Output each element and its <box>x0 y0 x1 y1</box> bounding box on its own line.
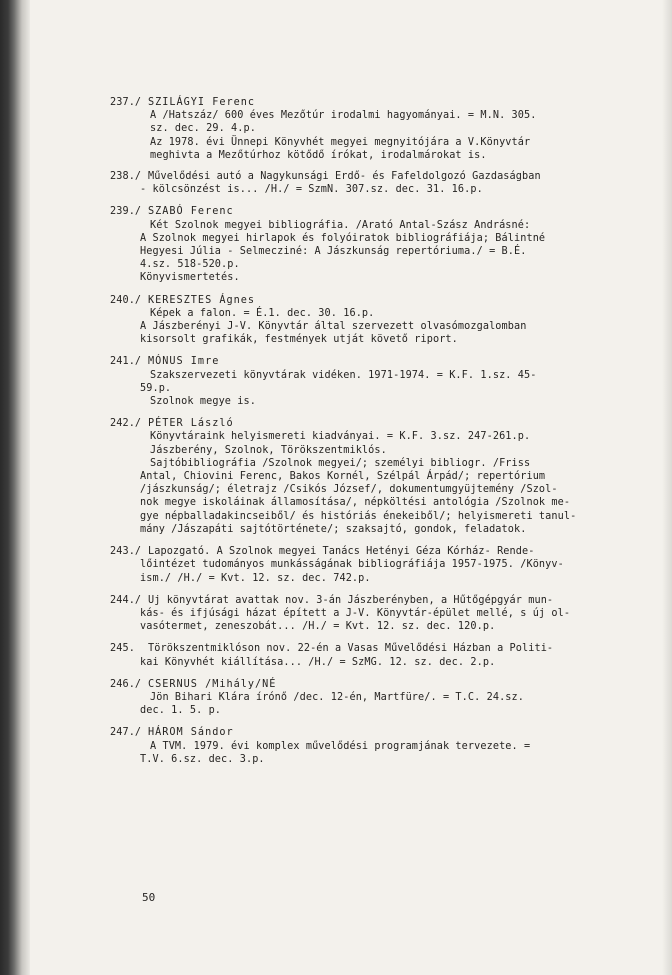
entry-line: lőintézet tudományos munkásságának bibliográfiája 1957-1975. /Könyv- <box>140 559 564 571</box>
entry-author: HÁROM Sándor <box>148 727 234 739</box>
entry-header <box>110 726 615 739</box>
entry-author: SZILÁGYI Ferenc <box>148 97 256 108</box>
entry-line: T.V. 6.sz. dec. 3.p. <box>140 753 265 765</box>
entry-body <box>110 369 615 409</box>
entry-body <box>110 219 615 285</box>
scan-page-edge <box>662 0 672 975</box>
entry-number: 247./ <box>110 727 142 739</box>
entry-line: Képek a falon. = É.1. dec. 30. 16.p. <box>150 307 375 319</box>
entry-line: Könyvtáraink helyismereti kiadványai. = K.F. 3.sz. 247-261.p. <box>150 431 531 443</box>
entry-line: dec. 1. 5. p. <box>140 705 222 717</box>
entry-title: Törökszentmiklóson nov. 22-én a Vasas Művelődési Házban a Politi- <box>148 643 554 655</box>
entry-line: kás- és ifjúsági házat épített a J-V. Könyvtár-épület mellé, s új ol- <box>140 607 571 619</box>
entry-body <box>110 109 615 162</box>
entry-line: meghivta a Mezőtúrhoz kötődő írókat, irodalmárokat is. <box>150 149 487 161</box>
bibliography-entry-241 <box>110 355 615 408</box>
entry-line: Könyvismertetés. <box>140 272 240 284</box>
entry-header <box>110 417 615 430</box>
entry-line: A Szolnok megyei hirlapok és folyóiratok bibliográfiája; Bálintné <box>140 232 546 244</box>
entry-line: gye népballadakincseiből/ és históriás énekeiből/; helyismereti tanul- <box>140 510 577 522</box>
entry-line: Jászberény, Szolnok, Törökszentmiklós. <box>150 444 387 456</box>
page-number: 50 <box>142 891 156 904</box>
scan-binding-shadow <box>0 0 30 975</box>
entry-body <box>110 607 615 633</box>
entry-line: kai Könyvhét kiállítása... /H./ = SzMG. 12. sz. dec. 2.p. <box>140 656 496 668</box>
entry-title: Művelődési autó a Nagykunsági Erdő- és Fafeldolgozó Gazdaságban <box>148 171 541 183</box>
entry-line: Szakszervezeti könyvtárak vidéken. 1971-1974. = K.F. 1.sz. 45- <box>150 369 537 381</box>
entry-line: kisorsolt grafikák, festmények utját követő riport. <box>140 334 458 346</box>
entry-number: 241./ <box>110 356 142 368</box>
entry-line: A Jászberényi J-V. Könyvtár által szervezett olvasómozgalomban <box>140 321 527 333</box>
entry-header <box>110 594 615 607</box>
entry-body <box>110 558 615 584</box>
bibliography-entry-247 <box>110 726 615 766</box>
entry-line: Jön Bihari Klára írónő /dec. 12-én, Martfüre/. = T.C. 24.sz. <box>150 691 525 703</box>
entry-line: Antal, Chiovini Ferenc, Bakos Kornél, Szélpál Árpád/; repertórium <box>140 471 546 483</box>
entry-body <box>110 656 615 669</box>
entry-line: vasótermet, zeneszobát... /H./ = Kvt. 12. sz. dec. 120.p. <box>140 621 496 633</box>
bibliography-entry-239 <box>110 205 615 284</box>
bibliography-entry-240 <box>110 294 615 347</box>
bibliography-entry-243 <box>110 545 615 585</box>
entry-line: sz. dec. 29. 4.p. <box>150 123 256 135</box>
entry-header <box>110 642 615 655</box>
entry-number: 244./ <box>110 594 142 606</box>
entry-body <box>110 430 615 536</box>
entry-header <box>110 545 615 558</box>
entry-line: nok megye iskoláinak államosítása/, népköltési antológia /Szolnok me- <box>140 497 571 509</box>
bibliography-entry-238 <box>110 170 615 196</box>
entry-number: 239./ <box>110 206 142 218</box>
entry-line: 4.sz. 518-520.p. <box>140 259 240 271</box>
entry-header <box>110 355 615 368</box>
entry-number: 245. <box>110 643 135 655</box>
entry-line: 59.p. <box>140 382 172 394</box>
entry-number: 240./ <box>110 294 142 306</box>
entry-body <box>110 691 615 717</box>
bibliography-entry-237 <box>110 96 615 162</box>
entry-line: A /Hatszáz/ 600 éves Mezőtúr irodalmi hagyományai. = M.N. 305. <box>150 110 537 122</box>
entry-line: /jászkunság/; életrajz /Csikós József/, dokumentumgyüjtemény /Szol- <box>140 484 558 496</box>
entry-header <box>110 205 615 218</box>
entry-author: PÉTER László <box>148 418 234 430</box>
entry-number: 237./ <box>110 97 142 108</box>
entry-body <box>110 740 615 766</box>
bibliography-entry-242 <box>110 417 615 536</box>
bibliography-page <box>110 96 615 775</box>
entry-author: SZABÓ Ferenc <box>148 206 234 218</box>
entry-line: A TVM. 1979. évi komplex művelődési programjának tervezete. = <box>150 740 531 752</box>
entry-body <box>110 183 615 196</box>
entry-line: Hegyesi Júlia - Selmecziné: A Jászkunság repertóriuma./ = B.É. <box>140 246 527 258</box>
entry-line: Az 1978. évi Ünnepi Könyvhét megyei megnyitójára a V.Könyvtár <box>150 136 531 148</box>
entry-number: 246./ <box>110 678 142 690</box>
entry-author: CSERNUS /Mihály/NÉ <box>148 678 277 690</box>
entry-number: 238./ <box>110 171 142 183</box>
entry-line: ism./ /H./ = Kvt. 12. sz. dec. 742.p. <box>140 572 371 584</box>
entry-header <box>110 678 615 691</box>
entry-line: Két Szolnok megyei bibliográfia. /Arató Antal-Szász Andrásné: <box>150 219 531 231</box>
entry-number: 243./ <box>110 546 142 558</box>
entry-title: Lapozgató. A Szolnok megyei Tanács Hetényi Géza Kórház- Rende- <box>148 546 535 558</box>
entry-body <box>110 307 615 347</box>
entry-header <box>110 170 615 183</box>
entry-line: - kölcsönzést is... /H./ = SzmN. 307.sz. dec. 31. 16.p. <box>140 184 483 196</box>
bibliography-entry-245 <box>110 642 615 668</box>
entry-line: Sajtóbibliográfia /Szolnok megyei/; személyi bibliogr. /Friss <box>150 457 531 469</box>
bibliography-entry-244 <box>110 594 615 634</box>
entry-header <box>110 96 615 109</box>
entry-header <box>110 294 615 307</box>
entry-number: 242./ <box>110 418 142 430</box>
entry-line: Szolnok megye is. <box>150 396 256 408</box>
bibliography-entry-246 <box>110 678 615 718</box>
entry-author: MÓNUS Imre <box>148 356 220 368</box>
entry-title: Uj könyvtárat avattak nov. 3-án Jászberényben, a Hűtőgépgyár mun- <box>148 594 554 606</box>
entry-line: mány /Jászapáti sajtótörténete/; szaksajtó, gondok, feladatok. <box>140 523 527 535</box>
entry-author: KERESZTES Ágnes <box>148 294 256 306</box>
